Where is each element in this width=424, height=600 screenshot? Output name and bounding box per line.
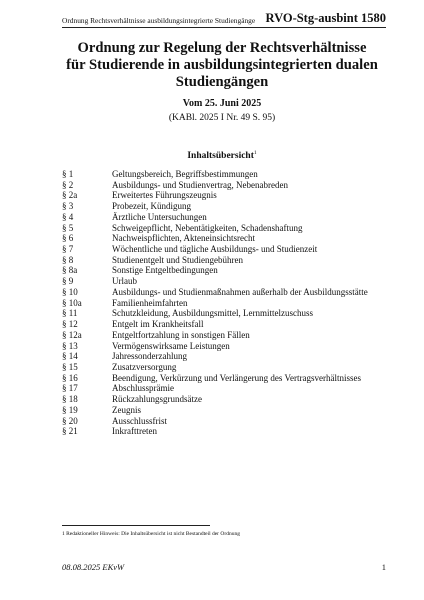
toc-item bbox=[62, 287, 368, 298]
toc-item-number: § 9 bbox=[62, 276, 74, 287]
toc-item-title: Vermögenswirksame Leistungen bbox=[112, 340, 230, 351]
title-line-2: für Studierende in ausbildungsintegrierten dualen bbox=[66, 57, 378, 73]
toc-item-number: § 12a bbox=[62, 329, 82, 340]
toc-item-title: Beendigung, Verkürzung und Verlängerung des Vertragsverhältnisses bbox=[112, 372, 361, 383]
document-date: Vom 25. Juni 2025 bbox=[182, 98, 262, 109]
toc-item-number: § 21 bbox=[62, 426, 78, 437]
toc-item-title: Ausbildungs- und Studienmaßnahmen außerhalb der Ausbildungsstätte bbox=[112, 286, 368, 297]
toc-item-number: § 19 bbox=[62, 404, 78, 415]
toc-item-number: § 10 bbox=[62, 286, 78, 297]
running-header-code: RVO-Stg-ausbint 1580 bbox=[265, 11, 386, 25]
toc-item-title: Schweigepflicht, Nebentätigkeiten, Schadenshaftung bbox=[112, 222, 303, 233]
toc-item bbox=[62, 233, 368, 244]
toc-item-title: Abschlussprämie bbox=[112, 383, 174, 394]
page-number: 1 bbox=[381, 562, 386, 572]
toc-item-number: § 8a bbox=[62, 265, 78, 276]
document-title bbox=[40, 40, 404, 91]
toc-item bbox=[62, 190, 368, 201]
toc-item bbox=[62, 255, 368, 266]
toc-item-number: § 15 bbox=[62, 361, 78, 372]
toc-item-number: § 20 bbox=[62, 415, 78, 426]
toc-heading-text: Inhaltsübersicht bbox=[187, 151, 254, 162]
toc-item bbox=[62, 265, 368, 276]
toc-item-title: Wöchentliche und tägliche Ausbildungs- und Studienzeit bbox=[112, 244, 318, 255]
toc-item-title: Probezeit, Kündigung bbox=[112, 201, 191, 212]
toc-item-number: § 2a bbox=[62, 190, 78, 201]
toc-item bbox=[62, 426, 368, 437]
toc-item-number: § 17 bbox=[62, 383, 78, 394]
toc-item-number: § 2 bbox=[62, 179, 74, 190]
toc-item-title: Ärztliche Untersuchungen bbox=[112, 211, 207, 222]
toc-item bbox=[62, 373, 368, 384]
toc-item bbox=[62, 212, 368, 223]
toc-item-number: § 3 bbox=[62, 201, 74, 212]
toc-item-title: Urlaub bbox=[112, 276, 137, 287]
publication-reference: (KABl. 2025 I Nr. 49 S. 95) bbox=[168, 113, 276, 123]
title-line-1: Ordnung zur Regelung der Rechtsverhältnisse bbox=[77, 40, 367, 56]
toc-item-title: Inkrafttreten bbox=[112, 426, 157, 437]
toc-item bbox=[62, 169, 368, 180]
footnote-marker: 1 bbox=[253, 150, 257, 156]
toc-item bbox=[62, 383, 368, 394]
toc-item bbox=[62, 394, 368, 405]
toc-item-title: Nachweispflichten, Akteneinsichtsrecht bbox=[112, 233, 255, 244]
toc-item-number: § 1 bbox=[62, 169, 74, 179]
toc-item-title: Rückzahlungsgrundsätze bbox=[112, 394, 202, 405]
toc-item-number: § 18 bbox=[62, 394, 78, 405]
toc-item-number: § 8 bbox=[62, 254, 74, 265]
toc-item bbox=[62, 405, 368, 416]
toc-item-number: § 13 bbox=[62, 340, 78, 351]
toc-item-number: § 14 bbox=[62, 351, 78, 362]
toc-item-number: § 10a bbox=[62, 297, 82, 308]
toc-item bbox=[62, 341, 368, 352]
footnote-rule bbox=[62, 525, 210, 526]
toc-item-title: Familienheimfahrten bbox=[112, 297, 188, 308]
toc-item bbox=[62, 416, 368, 427]
toc-item-title: Entgeltfortzahlung in sonstigen Fällen bbox=[112, 329, 250, 340]
toc-item bbox=[62, 319, 368, 330]
toc-item-title: Erweitertes Führungszeugnis bbox=[112, 190, 217, 201]
toc-item bbox=[62, 362, 368, 373]
toc-item-number: § 12 bbox=[62, 319, 78, 330]
toc-item bbox=[62, 298, 368, 309]
toc-item bbox=[62, 308, 368, 319]
toc-item-title: Jahressonderzahlung bbox=[112, 351, 187, 362]
toc-item-number: § 11 bbox=[62, 308, 78, 319]
toc-item-title: Studienentgelt und Studiengebühren bbox=[112, 254, 243, 265]
toc-item-title: Entgelt im Krankheitsfall bbox=[112, 319, 204, 330]
toc-item-title: Zeugnis bbox=[112, 404, 141, 415]
header-rule bbox=[62, 27, 386, 28]
toc-item bbox=[62, 351, 368, 362]
title-line-3: Studiengängen bbox=[175, 74, 269, 90]
toc-item bbox=[62, 201, 368, 212]
toc-item bbox=[62, 276, 368, 287]
footnote: 1 Redaktioneller Hinweis: Die Inhaltsübersicht ist nicht Bestandteil der Ordnung bbox=[62, 531, 240, 537]
toc-item bbox=[62, 330, 368, 341]
toc-item bbox=[62, 223, 368, 234]
toc-item-title: Sonstige Entgeltbedingungen bbox=[112, 265, 218, 276]
toc-item-title: Ausbildungs- und Studienvertrag, Nebenabreden bbox=[112, 179, 288, 190]
toc-item-title: Schutzkleidung, Ausbildungsmittel, Lernmittelzuschuss bbox=[112, 308, 313, 319]
toc-item-number: § 16 bbox=[62, 372, 78, 383]
table-of-contents bbox=[62, 169, 368, 437]
toc-item-title: Geltungsbereich, Begriffsbestimmungen bbox=[112, 169, 258, 179]
toc-item-number: § 4 bbox=[62, 211, 74, 222]
toc-item-number: § 7 bbox=[62, 244, 74, 255]
toc-heading bbox=[40, 150, 404, 161]
toc-item-title: Ausschlussfrist bbox=[112, 415, 168, 426]
toc-item-number: § 5 bbox=[62, 222, 74, 233]
footer-date: 08.08.2025 EKvW bbox=[62, 562, 125, 572]
toc-item-title: Zusatzversorgung bbox=[112, 361, 177, 372]
toc-item bbox=[62, 244, 368, 255]
toc-item-number: § 6 bbox=[62, 233, 74, 244]
running-header-title: Ordnung Rechtsverhältnisse ausbildungsintegrierte Studiengänge bbox=[62, 16, 256, 25]
toc-item bbox=[62, 180, 368, 191]
